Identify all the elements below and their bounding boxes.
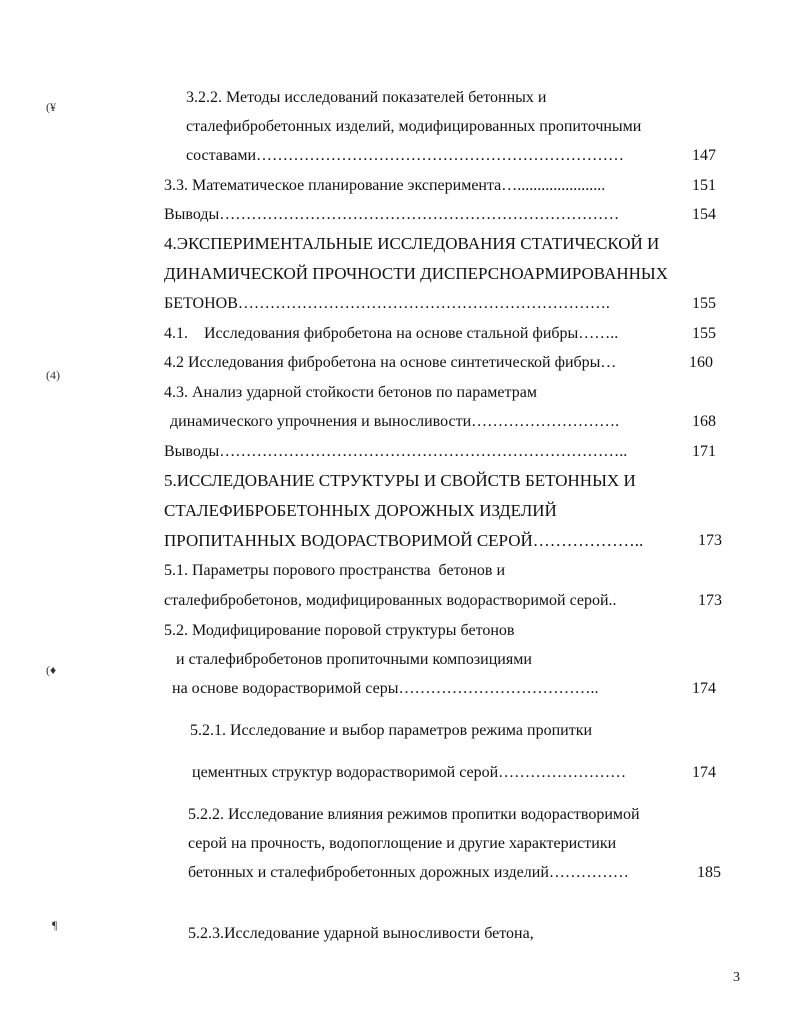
- toc-line: 4.1. Исследования фибробетона на основе стальной фибры……..: [164, 325, 619, 342]
- toc-page-number: 168: [692, 413, 716, 430]
- toc-chapter-heading: ДИНАМИЧЕСКОЙ ПРОЧНОСТИ ДИСПЕРСНОАРМИРОВАННЫХ: [164, 264, 669, 283]
- toc-page-number: 174: [692, 680, 716, 697]
- toc-line: сталефибробетонных изделий, модифицированных пропиточными: [186, 118, 642, 135]
- toc-line: 5.2.2. Исследование влияния режимов пропитки водорастворимой: [188, 806, 640, 823]
- toc-page-number: 155: [692, 325, 716, 342]
- toc-page-number: 155: [692, 295, 716, 312]
- toc-line: 5.2.3.Исследование ударной выносливости бетона,: [188, 925, 534, 942]
- toc-line: цементных структур водорастворимой серой……………………: [192, 764, 627, 781]
- toc-line: и сталефибробетонов пропиточными композициями: [176, 651, 532, 668]
- toc-chapter-heading: СТАЛЕФИБРОБЕТОННЫХ ДОРОЖНЫХ ИЗДЕЛИЙ: [164, 501, 557, 520]
- margin-mark: ¶: [52, 918, 58, 932]
- toc-line: 5.2. Модифицирование поровой структуры бетонов: [164, 622, 515, 639]
- toc-line: бетонных и сталефибробетонных дорожных изделий……………: [188, 864, 629, 881]
- margin-mark: (4): [46, 368, 60, 382]
- toc-line: 4.3. Анализ ударной стойкости бетонов по параметрам: [164, 384, 537, 401]
- toc-line: 5.1. Параметры порового пространства бетонов и: [164, 562, 506, 579]
- toc-line: составами……………………………………………………………: [186, 147, 625, 164]
- toc-page-number: 185: [697, 864, 721, 881]
- toc-line: 3.2.2. Методы исследований показателей бетонных и: [186, 89, 547, 106]
- toc-page-number: 160: [689, 354, 713, 371]
- toc-chapter-heading: 5.ИССЛЕДОВАНИЕ СТРУКТУРЫ И СВОЙСТВ БЕТОННЫХ И: [164, 471, 636, 490]
- margin-mark: (¥: [46, 100, 56, 114]
- toc-chapter-heading: 4.ЭКСПЕРИМЕНТАЛЬНЫЕ ИССЛЕДОВАНИЯ СТАТИЧЕСКОЙ И: [164, 234, 660, 253]
- toc-line: серой на прочность, водопоглощение и другие характеристики: [188, 835, 617, 852]
- toc-page-number: 147: [692, 147, 716, 164]
- toc-line: на основе водорастворимой серы………………………………..: [172, 680, 599, 697]
- toc-line: 4.2 Исследования фибробетона на основе синтетической фибры…: [164, 354, 617, 371]
- page-number: 3: [733, 970, 740, 985]
- toc-chapter-heading: БЕТОНОВ…………………………………………………………….: [164, 295, 610, 312]
- toc-page-number: 154: [692, 206, 716, 223]
- toc-page-number: 171: [692, 443, 716, 460]
- toc-page-number: 174: [692, 764, 716, 781]
- toc-page-number: 173: [698, 592, 722, 609]
- toc-line: сталефибробетонов, модифицированных водорастворимой серой..: [164, 592, 617, 609]
- toc-page-number: 151: [692, 177, 716, 194]
- toc-page-number: 173: [698, 532, 722, 549]
- margin-mark: (♦: [46, 663, 57, 677]
- toc-line: динамического упрочнения и выносливости……………………….: [170, 413, 620, 430]
- toc-line: 5.2.1. Исследование и выбор параметров режима пропитки: [190, 722, 593, 739]
- toc-line: Выводы…………………………………………………………………..: [164, 443, 628, 460]
- toc-line: 3.3. Математическое планирование эксперимента…......................: [164, 177, 606, 194]
- toc-line: Выводы…………………………………………………………………: [164, 206, 620, 223]
- toc-chapter-heading: ПРОПИТАННЫХ ВОДОРАСТВОРИМОЙ СЕРОЙ………………..: [164, 531, 644, 550]
